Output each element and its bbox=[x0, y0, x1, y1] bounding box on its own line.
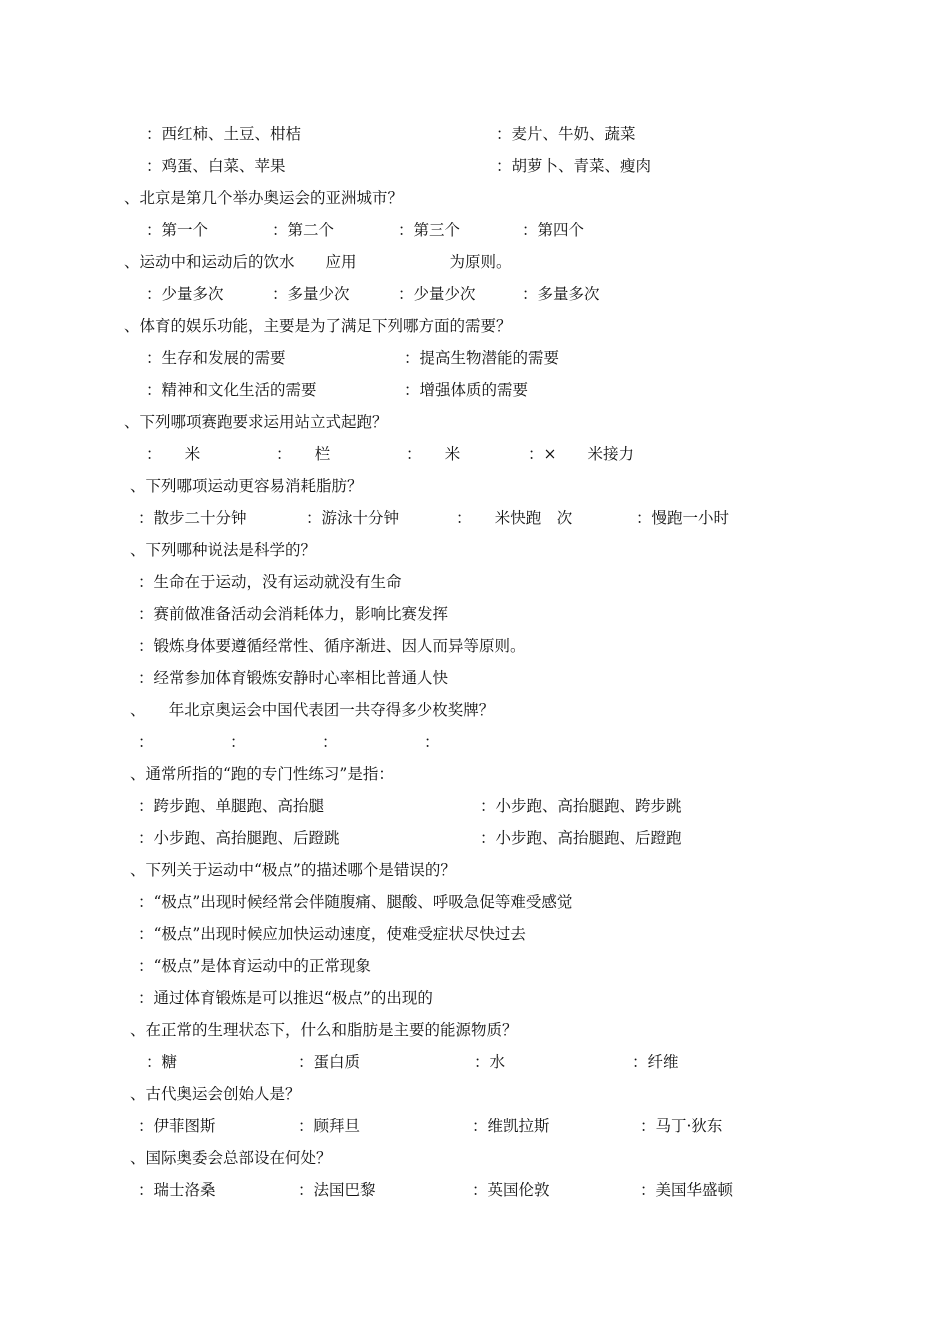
option-text: ：水 bbox=[474, 1053, 506, 1071]
option-text: ：鸡蛋、白菜、苹果 bbox=[146, 157, 286, 175]
option-text: ： bbox=[424, 733, 440, 751]
option-text: ：多量多次 bbox=[522, 285, 600, 303]
option-text: ：糖 bbox=[146, 1053, 178, 1071]
question-text: 、下列哪种说法是科学的？ bbox=[130, 541, 317, 559]
option-text: ：少量多次 bbox=[146, 285, 224, 303]
option-text: ：马丁·狄东 bbox=[640, 1117, 723, 1135]
question-text: 、国际奥委会总部设在何处？ bbox=[130, 1149, 332, 1167]
option-text: ： bbox=[230, 733, 246, 751]
option-text: ：法国巴黎 bbox=[298, 1181, 376, 1199]
question-text: 、通常所指的“跑的专门性练习”是指： bbox=[130, 765, 394, 783]
option-text: ： bbox=[138, 733, 154, 751]
option-text: ：小步跑、高抬腿跑、后蹬跳 bbox=[138, 829, 340, 847]
option-text: ：顾拜旦 bbox=[298, 1117, 361, 1135]
question-text: 、下列哪项赛跑要求运用站立式起跑？ bbox=[124, 413, 388, 431]
option-text: ： 米 bbox=[146, 445, 201, 463]
option-text: ：× 米接力 bbox=[528, 445, 634, 463]
question-text: 、下列关于运动中“极点”的描述哪个是错误的？ bbox=[130, 861, 456, 879]
option-text: ：纤维 bbox=[632, 1053, 679, 1071]
option-text: ： 栏 bbox=[276, 445, 331, 463]
option-text: ：胡萝卜、青菜、瘦肉 bbox=[496, 157, 652, 175]
option-text: ：第四个 bbox=[522, 221, 585, 239]
option-text: ：小步跑、高抬腿跑、跨步跳 bbox=[480, 797, 682, 815]
option-text: ：麦片、牛奶、蔬菜 bbox=[496, 125, 636, 143]
option-text: ：生存和发展的需要 bbox=[146, 349, 286, 367]
option-text: ：第二个 bbox=[272, 221, 335, 239]
question-text: 、古代奥运会创始人是？ bbox=[130, 1085, 301, 1103]
option-text: ：游泳十分钟 bbox=[306, 509, 400, 527]
option-text: ：西红柿、土豆、柑桔 bbox=[146, 125, 302, 143]
option-text: ：慢跑一小时 bbox=[636, 509, 730, 527]
option-text: ：维凯拉斯 bbox=[472, 1117, 550, 1135]
option-text: ：跨步跑、单腿跑、高抬腿 bbox=[138, 797, 325, 815]
option-text: ：通过体育锻炼是可以推迟“极点”的出现的 bbox=[138, 989, 433, 1007]
option-text: ：赛前做准备活动会消耗体力，影响比赛发挥 bbox=[138, 605, 449, 623]
option-text: ：增强体质的需要 bbox=[404, 381, 529, 399]
option-text: ：“极点”是体育运动中的正常现象 bbox=[138, 957, 371, 975]
question-text: 、 年北京奥运会中国代表团一共夺得多少枚奖牌？ bbox=[130, 701, 495, 719]
option-text: ：第三个 bbox=[398, 221, 461, 239]
option-text: ：散步二十分钟 bbox=[138, 509, 247, 527]
option-text: ： 米快跑 次 bbox=[456, 509, 573, 527]
option-text: ：锻炼身体要遵循经常性、循序渐进、因人而异等原则。 bbox=[138, 637, 526, 655]
option-text: ：第一个 bbox=[146, 221, 209, 239]
option-text: ：生命在于运动，没有运动就没有生命 bbox=[138, 573, 402, 591]
option-text: ：伊菲图斯 bbox=[138, 1117, 216, 1135]
option-text: ：蛋白质 bbox=[298, 1053, 361, 1071]
option-text: ：经常参加体育锻炼安静时心率相比普通人快 bbox=[138, 669, 449, 687]
option-text: ：英国伦敦 bbox=[472, 1181, 550, 1199]
question-text: 、体育的娱乐功能，主要是为了满足下列哪方面的需要？ bbox=[124, 317, 512, 335]
option-text: ：“极点”出现时候经常会伴随腹痛、腿酸、呼吸急促等难受感觉 bbox=[138, 893, 573, 911]
option-text: ：精神和文化生活的需要 bbox=[146, 381, 317, 399]
question-text: 、运动中和运动后的饮水 应用 为原则。 bbox=[124, 253, 512, 271]
option-text: ：“极点”出现时候应加快运动速度，使难受症状尽快过去 bbox=[138, 925, 526, 943]
option-text: ：少量少次 bbox=[398, 285, 476, 303]
option-text: ：美国华盛顿 bbox=[640, 1181, 734, 1199]
option-text: ：瑞士洛桑 bbox=[138, 1181, 216, 1199]
question-text: 、北京是第几个举办奥运会的亚洲城市？ bbox=[124, 189, 404, 207]
option-text: ：多量少次 bbox=[272, 285, 350, 303]
option-text: ： 米 bbox=[406, 445, 461, 463]
option-text: ：小步跑、高抬腿跑、后蹬跑 bbox=[480, 829, 682, 847]
question-text: 、在正常的生理状态下，什么和脂肪是主要的能源物质？ bbox=[130, 1021, 518, 1039]
option-text: ： bbox=[322, 733, 338, 751]
option-text: ：提高生物潜能的需要 bbox=[404, 349, 560, 367]
question-text: 、下列哪项运动更容易消耗脂肪？ bbox=[130, 477, 363, 495]
